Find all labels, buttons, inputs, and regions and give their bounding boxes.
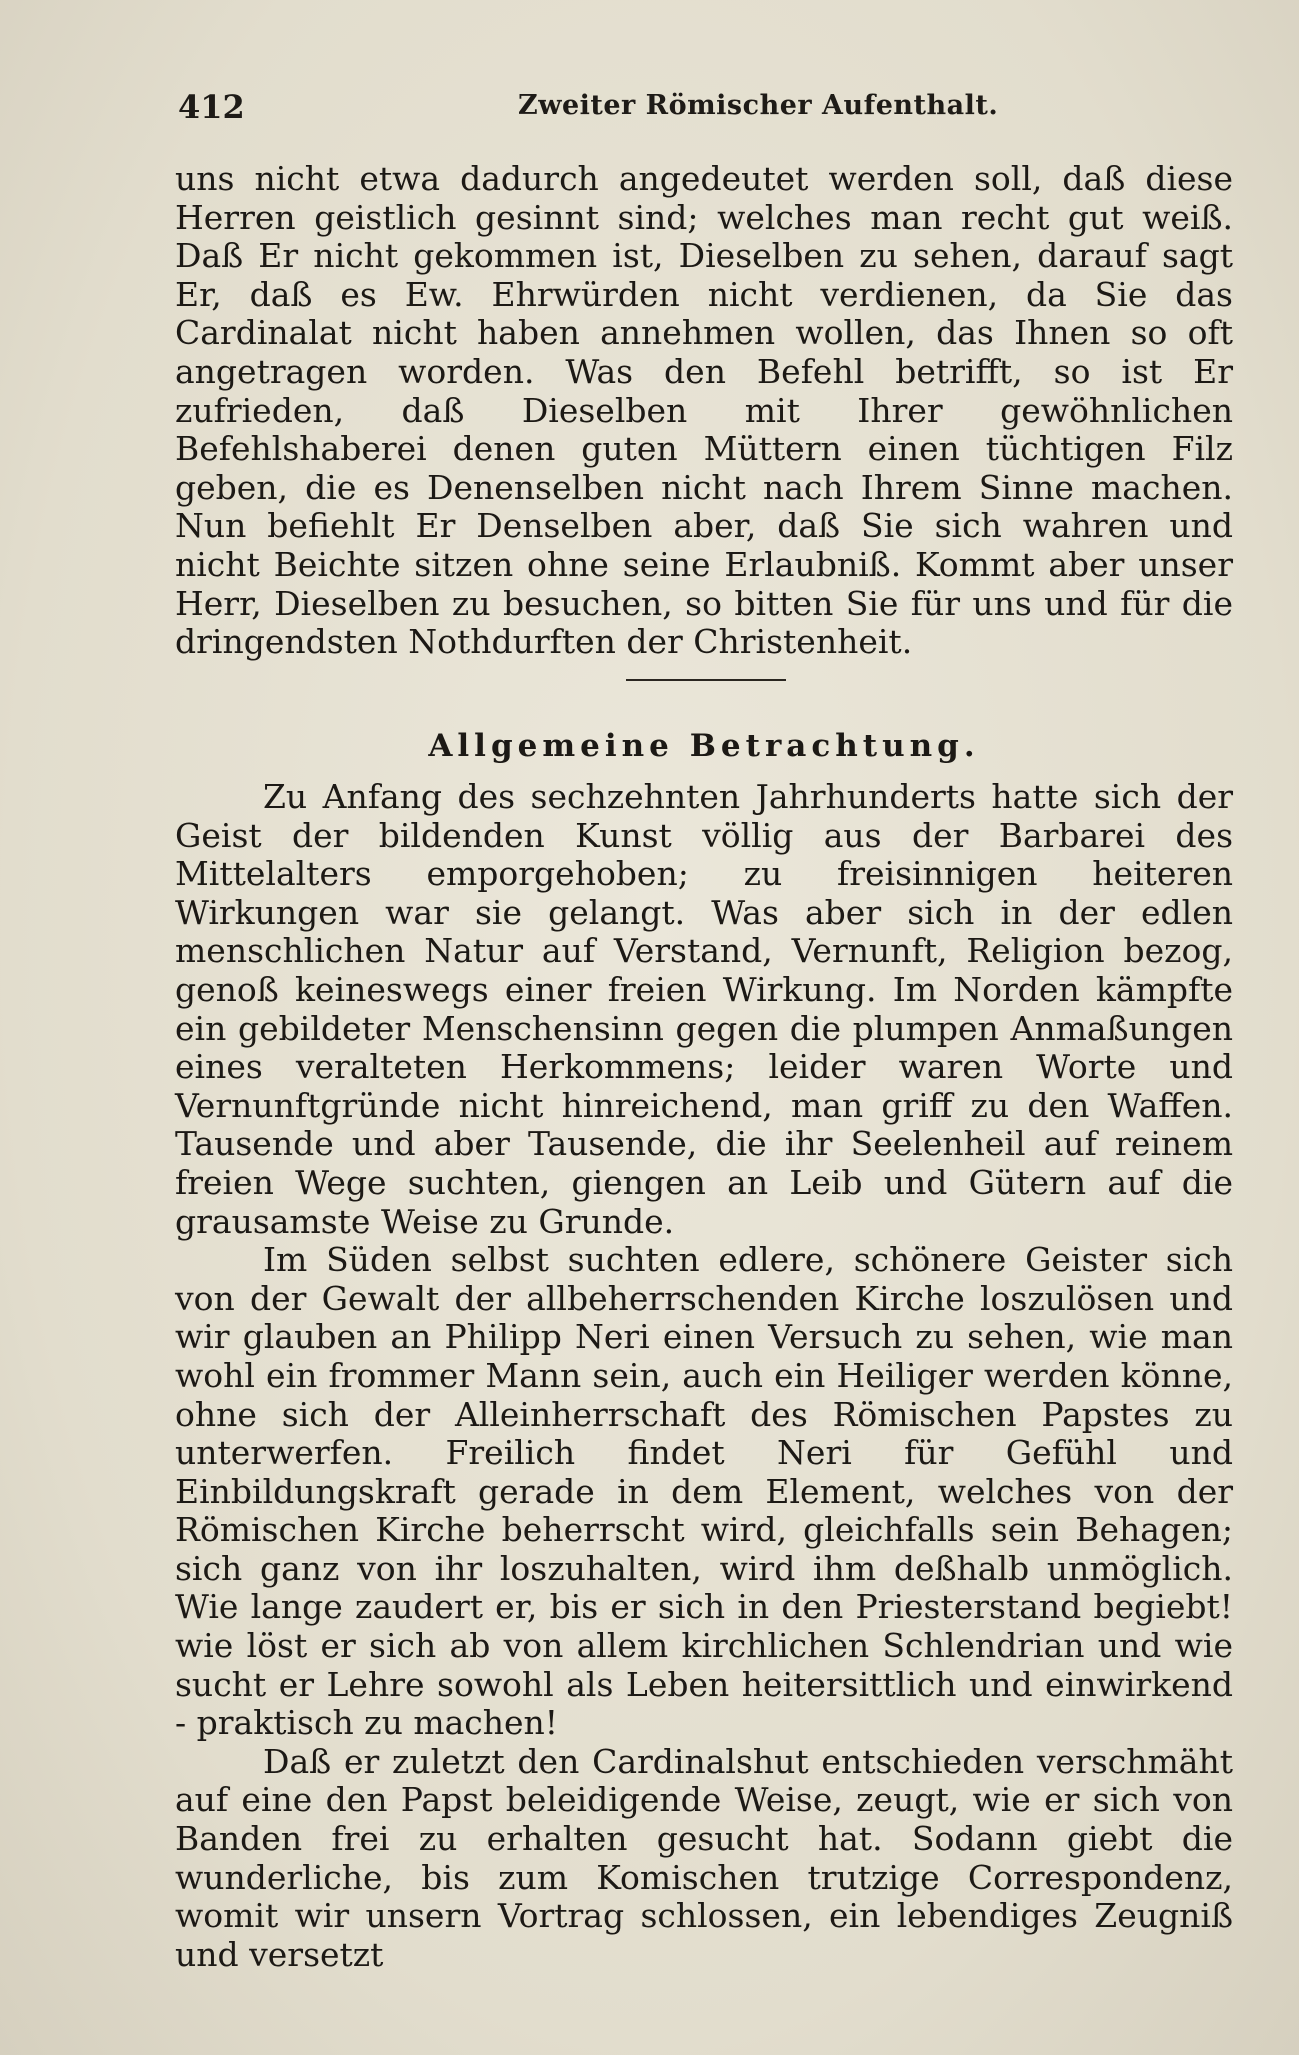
- section-divider: [626, 679, 786, 681]
- body-paragraph: Daß er zuletzt den Cardinalshut entschieden verschmäht auf eine den Papst beleidigende Weise, zeugt, wie er sich von Banden frei zu erhalten gesucht hat. Sodann giebt die wunderliche, bis zum Komischen trutzige Correspondenz, womit wir unsern Vortrag schlossen, ein lebendiges Zeugniß und versetzt: [175, 1741, 1233, 1974]
- body-paragraph: Zu Anfang des sechzehnten Jahrhunderts hatte sich der Geist der bildenden Kunst völlig aus der Barbarei des Mittelalters emporgehoben; zu freisinnigen heiteren Wirkungen war sie gelangt. Was aber sich in der edlen menschlichen Natur auf Verstand, Vernunft, Religion bezog, genoß keineswegs einer freien Wirkung. Im Norden kämpfte ein gebildeter Menschensinn gegen die plumpen Anmaßungen eines veralteten Herkommens; leider waren Worte und Vernunftgründe nicht hinreichend, man griff zu den Waffen. Tausende und aber Tausende, die ihr Seelenheil auf reinem freien Wege suchten, giengen an Leib und Gütern auf die grausamste Weise zu Grunde.: [175, 777, 1233, 1241]
- page-number: 412: [178, 88, 245, 126]
- letter-paragraph: uns nicht etwa dadurch angedeutet werden soll, daß diese Herren geistlich gesinnt sind; welches man recht gut weiß. Daß Er nicht gekommen ist, Dieselben zu sehen, darauf sagt Er, daß es Ew. Ehrwürden nicht verdienen, da Sie das Cardinalat nicht haben annehmen wollen, das Ihnen so oft angetragen worden. Was den Befehl betrifft, so ist Er zufrieden, daß Dieselben mit Ihrer gewöhnlichen Befehlshaberei denen guten Müttern einen tüchtigen Filz geben, die es Denenselben nicht nach Ihrem Sinne machen. Nun befiehlt Er Denselben aber, daß Sie sich wahren und nicht Beichte sitzen ohne seine Erlaubniß. Kommt aber unser Herr, Dieselben zu besuchen, so bitten Sie für uns und für die dringendsten Nothdurften der Christenheit.: [175, 159, 1233, 662]
- section-heading: Allgemeine Betrachtung.: [428, 728, 980, 764]
- section-text-block: [175, 778, 1233, 1974]
- running-head: [178, 88, 1230, 134]
- running-title: Zweiter Römischer Aufenthalt.: [518, 90, 999, 121]
- letter-text-block: [175, 160, 1233, 662]
- body-paragraph: Im Süden selbst suchten edlere, schönere Geister sich von der Gewalt der allbeherrschenden Kirche loszulösen und wir glauben an Philipp Neri einen Versuch zu sehen, wie man wohl ein frommer Mann sein, auch ein Heiliger werden könne, ohne sich der Alleinherrschaft des Römischen Papstes zu unterwerfen. Freilich findet Neri für Gefühl und Einbildungskraft gerade in dem Element, welches von der Römischen Kirche beherrscht wird, gleichfalls sein Behagen; sich ganz von ihr loszuhalten, wird ihm deßhalb unmöglich. Wie lange zaudert er, bis er sich in den Priesterstand begiebt! wie löst er sich ab von allem kirchlichen Schlendrian und wie sucht er Lehre sowohl als Leben heitersittlich und einwirkend - praktisch zu machen!: [175, 1240, 1233, 1743]
